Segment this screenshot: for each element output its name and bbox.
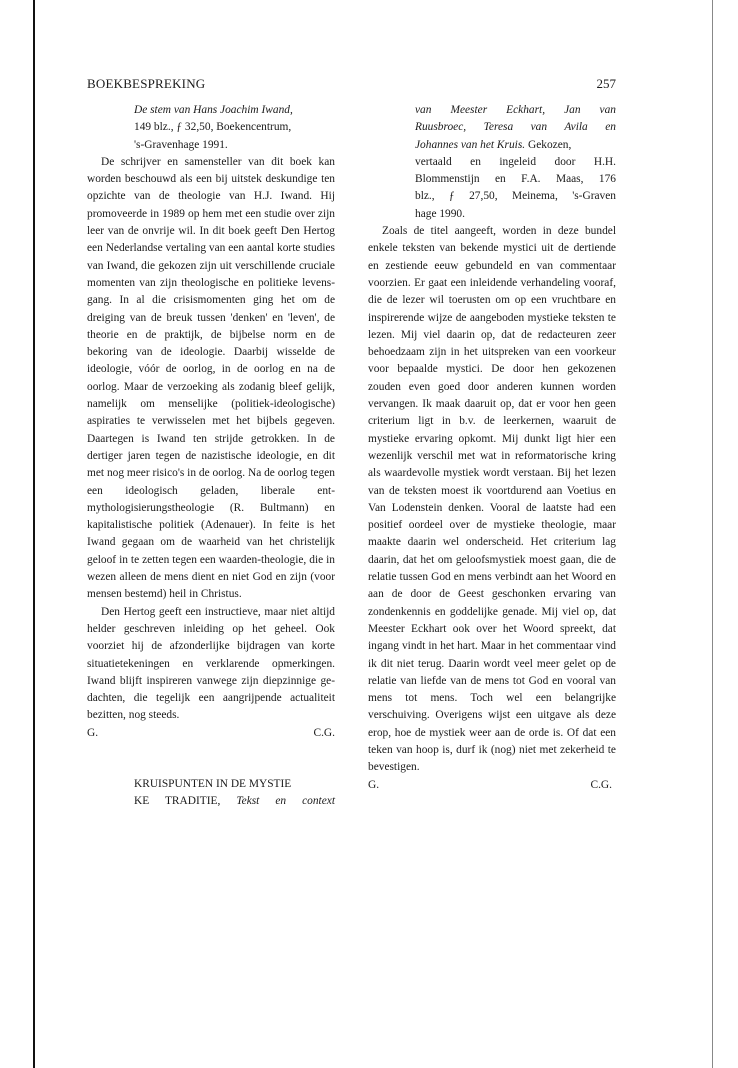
review-1-citation (87, 102, 335, 154)
review-1-signature-right: C.G. (313, 726, 335, 739)
review-2-title-italic-2: van Meester Eckhart, Jan van (415, 104, 616, 116)
review-2-citation-details-2: vertaald en ingeleid door H.H. (415, 155, 616, 168)
review-1-book-title: De stem van Hans Joachim Iwand, (134, 104, 293, 116)
review-1-signature-left: G. (87, 726, 99, 739)
review-2-title-caps-1: KRUISPUNTEN IN DE MYSTIE (134, 777, 292, 790)
page-right-edge (712, 0, 713, 1068)
review-2-citation-details-1: Gekozen, (527, 138, 572, 151)
review-2-citation-details-4: blz., ƒ 27,50, Meinema, 's-Graven (415, 190, 616, 203)
review-2-paragraph-1: Zoals de titel aangeeft, worden in deze bundel enkele teksten van bekende mystici uit de dertiende en zestiende eeuw gebundeld en van commentaar voorzien. Er gaat een inleidende verhandeling vooraf, die de lezer wil toerusten om op een vruchtbare en inspirerende wijze de aangeboden mystieke teksten te lezen. Mij viel daarin op, dat de redacteuren zeer behoedzaam zijn in het uitspreken van een voorkeur voor bepaalde mystici. De door hen gekozenen zouden even goed door anderen kunnen worden vervangen. Ik maak daaruit op, dat er voor hen geen criterium ligt in b.v. de leerkernen, waaruit de mystieke ervaring opkomt. Mij dunkt ligt hier een wezenlijk verschil met wat in reformatorische kring als waardevolle mystiek wordt verstaan. Bij het lezen van de teksten moest ik voortdurend aan Voetius en Van Lodenstein denken. Vooral de laatste had een positief oordeel over de mystieke theologie, maar maakte daarin wel onderscheid. Het criterium lag daarin, dat het om geloofsmystiek moest gaan, die de relatie tussen God en mens verbindt aan het Woord en aan de door de Geest geschonken ervaring van zondenkennis en goddelijke genade. Mij viel op, dat Meester Eckhart ook over het Woord spreekt, dat ingang vindt in het hart. Maar in het commentaar vind ik dit niet terug. Daarin wordt veel meer gelet op de relatie van liefde van de mens tot God en vooral van mens tot mens. Toch wel een belangrijke verschuiving. Overigens wijst een uitgave als deze erop, hoe de mystiek weer aan de orde is. Of dat een teken van hoop is, durf ik (nog) niet met zekerheid te bevestigen. (368, 225, 616, 774)
page-number: 257 (596, 76, 616, 91)
review-1-citation-details-1: 149 blz., ƒ 32,50, Boekencentrum, (134, 121, 292, 134)
review-2-title-italic-1: Tekst en context (236, 795, 335, 808)
review-2-title-italic-3: Ruusbroec, Teresa van Avila en (415, 121, 616, 134)
review-1-citation-details-2: 's-Gravenhage 1991. (134, 138, 228, 151)
review-2-signature-left: G. (368, 778, 380, 791)
review-2-title-caps-2: KE TRADITIE, (134, 795, 221, 808)
review-2-title-italic-4: Johannes van het Kruis. (415, 138, 526, 151)
review-2-citation-details-5: hage 1990. (415, 207, 465, 220)
review-2-signature (368, 777, 616, 794)
page-header (87, 76, 616, 96)
review-1-signature (87, 725, 335, 742)
review-1-paragraph-1: De schrijver en samensteller van dit boek kan worden beschouwd als een bij uitstek deskundige ten opzichte van de theologie van H.J. Iwand. Hij promoveerde in 1989 op hem met een studie over zijn leer van de onvrije wil. In dit boek geeft Den Hertog een Nederlandse vertaling van een aantal korte studies van Iwand, die gekozen zijn uit verschillende cruciale momenten van zijn theologische en politieke levensgang. In al die crisismomenten ging het om de dreiging van de breuk tussen 'denken' en 'leven', de theorie en de praktijk, de bijbelse norm en de bekoring van de ideologie. Daarbij wisselde de ideologie, vóór de oorlog, in de oorlog en na de oorlog. Maar de verzoeking als zodanig bleef gelijk, namelijk om menselijke (politiek-ideologische) aspiraties te verwisselen met het bijbels gegeven. Daartegen is Iwand ten strijde getrokken. In de dertiger jaren tegen de nazistische ideologie, en dit met nog meer risico's in de oorlog. Na de oorlog tegen een ideologisch geladen, liberale entmythologisierungstheologie (R. Bultmann) en kapitalistische politiek (Adenauer). In feite is het Iwand gegaan om de waarheid van het christelijk geloof in te zetten tegen een waarden-theologie, die in wezen alleen de mens dient en niet God en zijn (voor mensen bestemd) heil in Christus. (87, 155, 335, 601)
page-binding-edge (33, 0, 35, 1068)
left-column (87, 102, 335, 811)
review-2-citation-continued (368, 102, 616, 223)
running-title: BOEKBESPREKING (87, 76, 206, 91)
review-2-citation-start (87, 776, 335, 811)
review-1-paragraph-2: Den Hertog geeft een instructieve, maar niet altijd helder geschreven inleiding op het geheel. Ook voorziet hij de afzonderlijke bijdragen van korte situatietekeningen en verklarende opmerkingen. Iwand blijft inspireren vanwege zijn diepzinnige gedachten, die tegelijk een aangrijpende actualiteit bezitten, nog steeds. (87, 605, 335, 722)
review-2-signature-right: C.G. (590, 778, 612, 791)
right-column (368, 102, 616, 794)
review-2-citation-details-3: Blommenstijn en F.A. Maas, 176 (415, 173, 616, 186)
